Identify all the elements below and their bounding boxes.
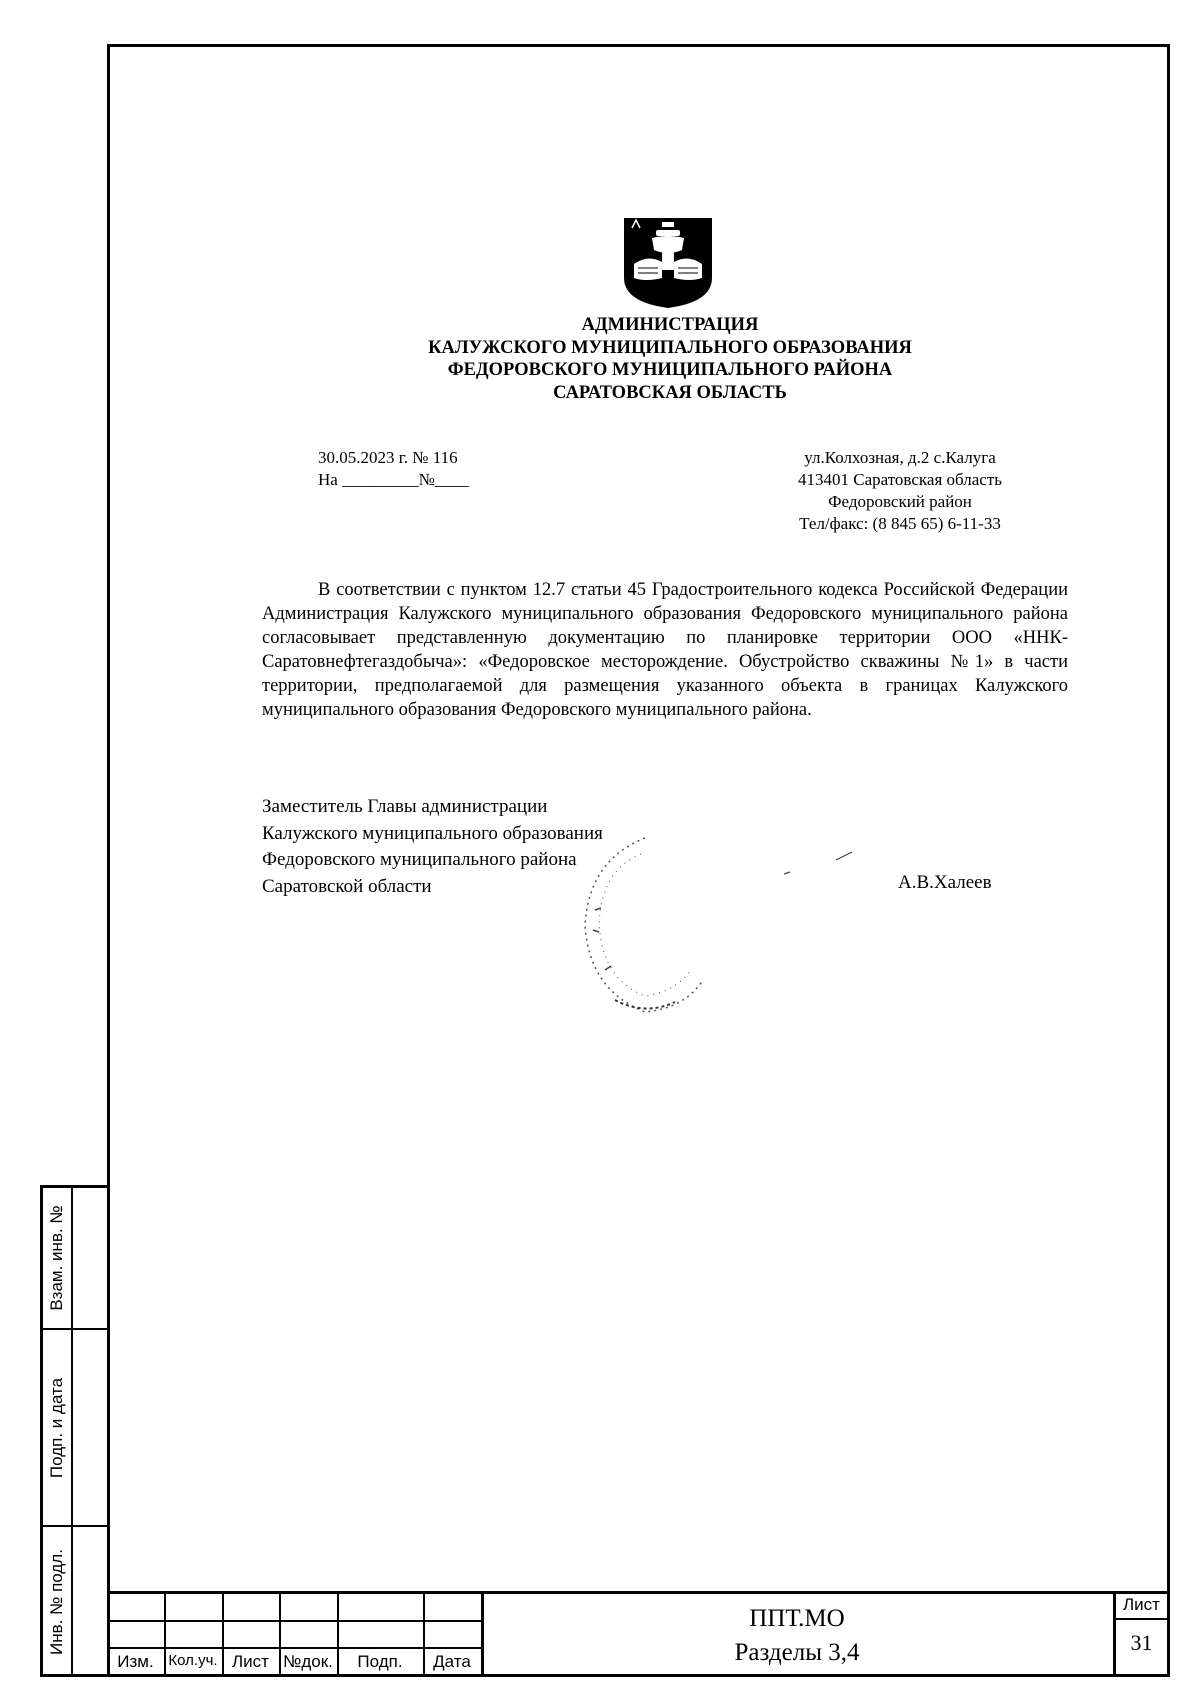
document-section: Разделы 3,4: [734, 1639, 860, 1666]
org-title: АДМИНИСТРАЦИЯ: [581, 315, 759, 335]
margin-stamp-block: [40, 1185, 107, 1677]
signer-municipality: Калужского муниципального образования: [262, 822, 603, 844]
sheet-label: Лист: [1123, 1595, 1160, 1614]
column-list: Лист: [232, 1652, 269, 1671]
side-cell-replacement: [43, 1188, 107, 1330]
column-podp: Подп.: [357, 1652, 403, 1671]
title-block: [107, 1591, 1170, 1677]
org-line-municipality: КАЛУЖСКОГО МУНИЦИПАЛЬНОГО ОБРАЗОВАНИЯ: [428, 337, 912, 358]
side-label-signature-date: Подп. и дата: [47, 1377, 66, 1478]
org-line-region: САРАТОВСКАЯ ОБЛАСТЬ: [553, 382, 787, 403]
round-seal-stamp-icon: [575, 830, 715, 1020]
sender-address: [780, 447, 1020, 535]
column-izm: Изм.: [117, 1652, 154, 1671]
coat-of-arms-emblem-icon: [622, 216, 714, 310]
org-line-district: ФЕДОРОВСКОГО МУНИЦИПАЛЬНОГО РАЙОНА: [447, 360, 893, 380]
address-postal: 413401 Саратовская область: [797, 470, 1003, 489]
signer-name: А.В.Халеев: [898, 872, 992, 893]
side-label-replacement: Взам. инв. №: [47, 1205, 66, 1311]
side-label-original-inventory: Инв. № подл.: [47, 1549, 66, 1655]
address-street: ул.Колхозная, д.2 с.Калуга: [804, 448, 996, 467]
column-kol-uch: Кол.уч.: [168, 1652, 218, 1669]
date-number: 30.05.2023 г. № 116: [318, 448, 458, 467]
reply-to-line: На _________№____: [318, 470, 469, 489]
document-designation: [481, 1602, 1113, 1670]
column-ndok: №док.: [283, 1652, 333, 1671]
signer-position: Заместитель Главы администрации: [262, 796, 548, 817]
signer-region: Саратовской области: [262, 875, 432, 897]
side-cell-signature-date: [43, 1330, 107, 1527]
address-phone: Тел/факс: (8 845 65) 6-11-33: [799, 514, 1001, 533]
letter-body: В соответствии с пунктом 12.7 статьи 45 Градостроительного кодекса Российской Федерации Администрация Калужского муниципального образования Федоровского муниципального района согласовывает представленную документацию по планировке территории ООО «ННК-Саратовнефтегаздобыча»: «Федоровское месторождение. Обустройство скважины №1» в части территории, предполагаемой для размещения указанного объекта в границах Калужского муниципального образования Федоровского муниципального района.: [262, 580, 1068, 720]
document-reference: [318, 447, 469, 491]
signer-district: Федоровского муниципального района: [262, 849, 577, 870]
organization-header: [300, 314, 1040, 404]
side-cell-original-inventory: [43, 1527, 107, 1677]
document-code: ППТ.МО: [749, 1605, 845, 1632]
sheet-number: 31: [1130, 1630, 1153, 1655]
revision-table: [107, 1594, 481, 1677]
address-district: Федоровский район: [828, 492, 972, 511]
column-data: Дата: [433, 1652, 471, 1671]
signature-mark-icon: [780, 848, 860, 878]
